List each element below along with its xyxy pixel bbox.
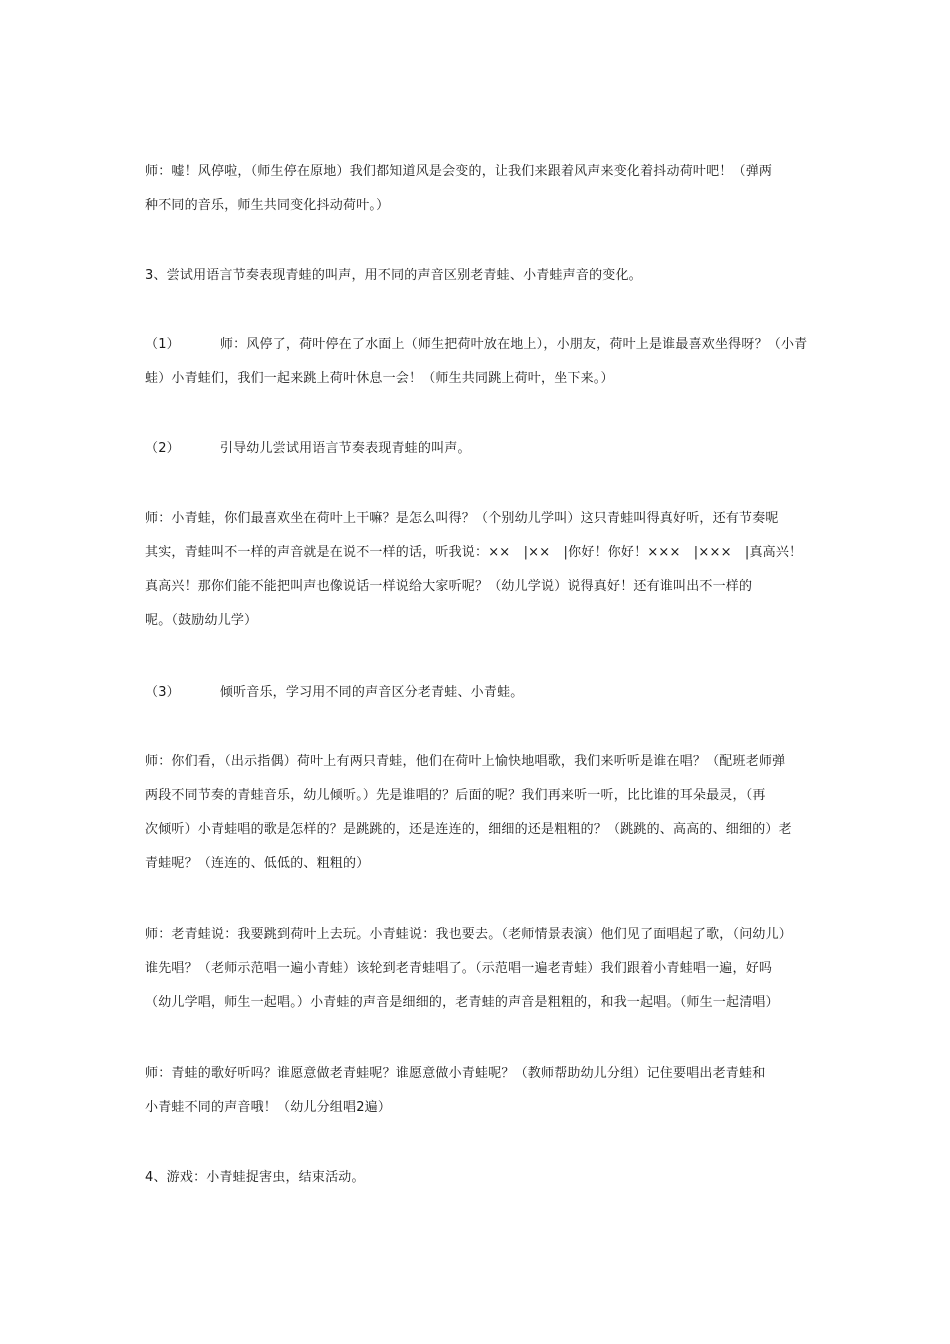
text-line: 两段不同节奏的青蛙音乐，幼儿倾听。）先是谁唱的？后面的呢？我们再来听一听，比比谁的耳朵最灵，（再 bbox=[145, 788, 766, 803]
text-line: 4、游戏：小青蛙捉害虫，结束活动。 bbox=[145, 1170, 365, 1185]
paragraph-rhythm-talk bbox=[145, 502, 815, 638]
paragraph-listen bbox=[145, 745, 815, 881]
text-line: 谁先唱？（老师示范唱一遍小青蛙）该轮到老青蛙唱了。（示范唱一遍老青蛙）我们跟着小青蛙唱一遍，好吗 bbox=[145, 961, 773, 976]
text-line: 青蛙呢？（连连的、低低的、粗粗的） bbox=[145, 856, 370, 871]
text-line: 呢。（鼓励幼儿学） bbox=[145, 613, 258, 628]
text-line: 次倾听）小青蛙唱的歌是怎样的？是跳跳的，还是连连的，细细的还是粗粗的？（跳跳的、高高的、细细的）老 bbox=[145, 822, 792, 837]
text-line: 小青蛙不同的声音哦！（幼儿分组唱2遍） bbox=[145, 1100, 392, 1115]
text-line: 引导幼儿尝试用语言节奏表现青蛙的叫声。 bbox=[219, 441, 471, 456]
paragraph-step-2 bbox=[145, 432, 815, 466]
section-heading-4 bbox=[145, 1161, 815, 1195]
step-number: （2） bbox=[145, 441, 180, 456]
text-line: 3、尝试用语言节奏表现青蛙的叫声，用不同的声音区别老青蛙、小青蛙声音的变化。 bbox=[145, 268, 642, 283]
text-line: 师：你们看，（出示指偶）荷叶上有两只青蛙，他们在荷叶上愉快地唱歌，我们来听听是谁在唱？（配班老师弹 bbox=[145, 754, 786, 769]
paragraph-step-1 bbox=[145, 328, 815, 396]
text-line: 蛙）小青蛙们，我们一起来跳上荷叶休息一会！（师生共同跳上荷叶，坐下来。） bbox=[145, 371, 614, 386]
text-line: 师：老青蛙说：我要跳到荷叶上去玩。小青蛙说：我也要去。（老师情景表演）他们见了面唱起了歌，（问幼儿） bbox=[145, 927, 793, 942]
section-heading-3 bbox=[145, 259, 815, 293]
text-line: 师：风停了，荷叶停在了水面上（师生把荷叶放在地上），小朋友，荷叶上是谁最喜欢坐得呀？（小青 bbox=[219, 337, 808, 352]
text-line: 种不同的音乐，师生共同变化抖动荷叶。） bbox=[145, 198, 390, 213]
text-line: （幼儿学唱，师生一起唱。）小青蛙的声音是细细的，老青蛙的声音是粗粗的，和我一起唱。（师生一起清唱） bbox=[145, 995, 779, 1010]
paragraph-grouping bbox=[145, 1057, 815, 1125]
text-line: 倾听音乐，学习用不同的声音区分老青蛙、小青蛙。 bbox=[219, 685, 524, 700]
text-line: 师：嘘！风停啦，（师生停在原地）我们都知道风是会变的，让我们来跟着风声来变化着抖动荷叶吧！（弹两 bbox=[145, 164, 773, 179]
step-number: （1） bbox=[145, 337, 180, 352]
text-line: 师：小青蛙，你们最喜欢坐在荷叶上干嘛？是怎么叫得？（个别幼儿学叫）这只青蛙叫得真好听，还有节奏呢 bbox=[145, 511, 779, 526]
paragraph-step-3 bbox=[145, 676, 815, 710]
text-line: 其实，青蛙叫不一样的声音就是在说不一样的话，听我说：×× |×× |你好！你好！××× |××× |真高兴！ bbox=[145, 545, 803, 560]
step-number: （3） bbox=[145, 685, 180, 700]
paragraph-dialogue bbox=[145, 918, 815, 1020]
text-line: 师：青蛙的歌好听吗？谁愿意做老青蛙呢？谁愿意做小青蛙呢？（教师帮助幼儿分组）记住要唱出老青蛙和 bbox=[145, 1066, 766, 1081]
paragraph-wind-stops bbox=[145, 155, 815, 223]
text-line: 真高兴！那你们能不能把叫声也像说话一样说给大家听呢？（幼儿学说）说得真好！还有谁叫出不一样的 bbox=[145, 579, 753, 594]
